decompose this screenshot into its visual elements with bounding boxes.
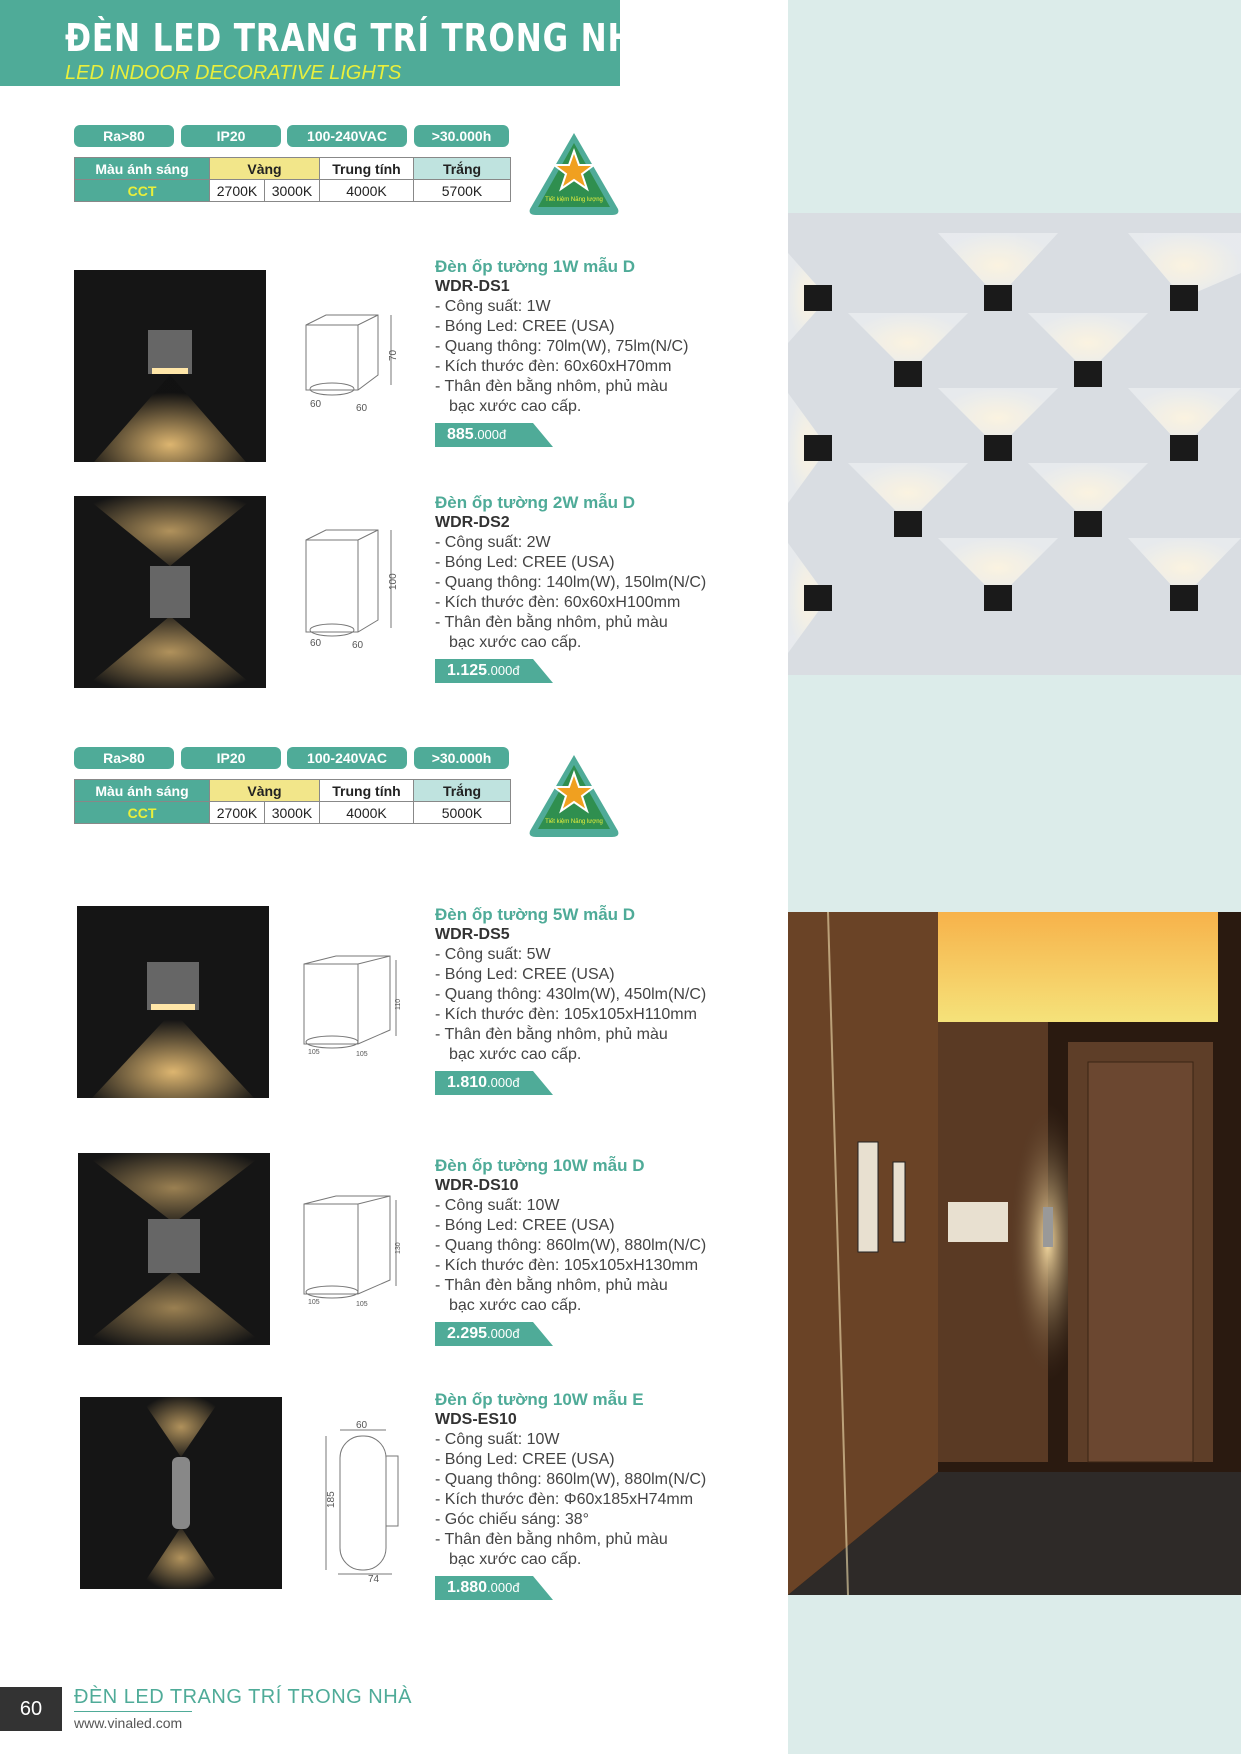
spec-line-cont: bạc xước cao cấp. (449, 1297, 582, 1314)
cct-value: 2700K (210, 180, 265, 202)
badge-text: Tiết kiệm Năng lượng (545, 197, 603, 203)
footer-title: ĐÈN LED TRANG TRÍ TRONG NHÀ (74, 1686, 412, 1708)
dimension-depth: 60 (356, 403, 368, 414)
technical-drawing-wdr-ds10 (296, 1190, 406, 1310)
cct-neutral-header: Trung tính (320, 780, 414, 802)
wall-lights-scene-photo (788, 213, 1241, 675)
spec-line: - Công suất: 10W (435, 1431, 560, 1448)
page-number: 60 (0, 1687, 62, 1731)
cct-table (74, 157, 511, 202)
dimension-width: 60 (310, 638, 322, 649)
energy-saving-badge-icon (524, 751, 624, 841)
dimension-height: 130 (395, 1242, 402, 1254)
page-subtitle: LED INDOOR DECORATIVE LIGHTS (65, 62, 402, 84)
spec-line: - Góc chiếu sáng: 38° (435, 1511, 590, 1528)
spec-line: - Quang thông: 430lm(W), 450lm(N/C) (435, 986, 707, 1003)
product-name: Đèn ốp tường 10W mẫu E (435, 1390, 644, 1409)
cct-label: Màu ánh sáng (75, 158, 210, 180)
dimension-depth: 105 (356, 1051, 368, 1058)
dimension-height: 70 (388, 349, 399, 361)
spec-line: - Kích thước đèn: 105x105xH110mm (435, 1006, 697, 1023)
cct-value: 5000K (414, 802, 511, 824)
spec-line: - Thân đèn bằng nhôm, phủ màu (435, 1277, 668, 1294)
spec-line: - Kích thước đèn: Φ60x185xH74mm (435, 1491, 694, 1508)
product-photo-wdr-ds2 (74, 496, 266, 688)
product-photo-wdr-ds5 (77, 906, 269, 1098)
spec-line: - Quang thông: 860lm(W), 880lm(N/C) (435, 1237, 707, 1254)
product-name: Đèn ốp tường 5W mẫu D (435, 905, 636, 924)
price-tag (435, 423, 555, 447)
spec-line: - Thân đèn bằng nhôm, phủ màu (435, 1026, 668, 1043)
product-photo-wdr-ds10 (78, 1153, 270, 1345)
footer-divider (74, 1711, 192, 1712)
technical-drawing-wdr-ds2 (296, 520, 406, 650)
footer-url: www.vinaled.com (74, 1715, 183, 1731)
cct-table (74, 779, 511, 824)
spec-line: - Quang thông: 140lm(W), 150lm(N/C) (435, 574, 707, 591)
spec-line: - Công suất: 2W (435, 534, 551, 551)
product-name: Đèn ốp tường 10W mẫu D (435, 1156, 645, 1175)
price-unit: .000đ (487, 1326, 520, 1341)
spec-line-cont: bạc xước cao cấp. (449, 634, 582, 651)
spec-line: - Công suất: 1W (435, 298, 551, 315)
spec-pill-life: >30.000h (414, 125, 509, 147)
cct-value: 3000K (265, 180, 320, 202)
dimension-depth: 105 (356, 1301, 368, 1308)
price-value: 2.295 (447, 1325, 488, 1342)
spec-line: - Kích thước đèn: 60x60xH100mm (435, 594, 681, 611)
product-photo-wds-es10 (80, 1397, 282, 1589)
product-code: WDR-DS2 (435, 514, 510, 531)
dimension-width: 105 (308, 1299, 320, 1306)
product-info-wdr-ds1 (435, 257, 765, 447)
spec-block-1 (74, 125, 603, 215)
price-unit: .000đ (487, 1075, 520, 1090)
cct-white-header: Trắng (414, 780, 511, 802)
price-value: 1.125 (447, 662, 488, 679)
spec-pill-ra: Ra>80 (74, 125, 174, 147)
price-unit: .000đ (473, 427, 507, 442)
price-tag (435, 1322, 555, 1346)
price-unit: .000đ (487, 663, 520, 678)
page-header (0, 0, 660, 86)
cct-warm-header: Vàng (210, 158, 320, 180)
product-info-wdr-ds10 (435, 1156, 765, 1346)
product-photo-wdr-ds1 (74, 270, 266, 462)
cct-value: 5700K (414, 180, 511, 202)
price-value: 1.880 (447, 1579, 488, 1596)
dimension-height: 100 (388, 573, 399, 590)
spec-line-cont: bạc xước cao cấp. (449, 1046, 582, 1063)
product-info-wdr-ds5 (435, 905, 765, 1095)
cct-white-header: Trắng (414, 158, 511, 180)
product-code: WDR-DS5 (435, 926, 510, 943)
spec-line: - Thân đèn bằng nhôm, phủ màu (435, 378, 668, 395)
product-name: Đèn ốp tường 2W mẫu D (435, 493, 636, 512)
dimension-width: 105 (308, 1049, 320, 1056)
technical-drawing-wdr-ds1 (296, 305, 406, 415)
dimension-width: 60 (310, 399, 322, 410)
product-info-wds-es10 (435, 1390, 765, 1600)
price-tag (435, 659, 555, 683)
spec-line-cont: bạc xước cao cấp. (449, 1551, 582, 1568)
product-code: WDS-ES10 (435, 1411, 517, 1428)
cct-label: Màu ánh sáng (75, 780, 210, 802)
cct-value: 2700K (210, 802, 265, 824)
spec-line: - Thân đèn bằng nhôm, phủ màu (435, 614, 668, 631)
spec-line: - Bóng Led: CREE (USA) (435, 1217, 615, 1234)
technical-drawing-wds-es10 (316, 1416, 406, 1582)
spec-line: - Bóng Led: CREE (USA) (435, 966, 615, 983)
dimension-length: 185 (326, 1491, 337, 1508)
spec-line: - Bóng Led: CREE (USA) (435, 554, 615, 571)
cct-row-label: CCT (75, 180, 210, 202)
product-info-wdr-ds2 (435, 493, 765, 683)
spec-line-cont: bạc xước cao cấp. (449, 398, 582, 415)
spec-line: - Quang thông: 860lm(W), 880lm(N/C) (435, 1471, 707, 1488)
cct-value: 3000K (265, 802, 320, 824)
cct-value: 4000K (320, 802, 414, 824)
price-tag (435, 1576, 555, 1600)
spec-line: - Bóng Led: CREE (USA) (435, 318, 615, 335)
dimension-diameter: 60 (356, 1420, 368, 1431)
spec-line: - Thân đèn bằng nhôm, phủ màu (435, 1531, 668, 1548)
spec-line: - Công suất: 5W (435, 946, 551, 963)
corridor-scene-photo (788, 912, 1241, 1595)
page-title: ĐÈN LED TRANG TRÍ TRONG NHÀ (65, 16, 660, 60)
spec-line: - Bóng Led: CREE (USA) (435, 1451, 615, 1468)
price-value: 885 (447, 426, 474, 443)
spec-pill-ip: IP20 (181, 747, 281, 769)
cct-row-label: CCT (75, 802, 210, 824)
spec-pill-voltage: 100-240VAC (287, 125, 407, 147)
product-code: WDR-DS10 (435, 1177, 519, 1194)
price-unit: .000đ (487, 1580, 520, 1595)
spec-pill-ip: IP20 (181, 125, 281, 147)
spec-line: - Quang thông: 70lm(W), 75lm(N/C) (435, 338, 689, 355)
dimension-depth: 74 (368, 1574, 380, 1582)
dimension-depth: 60 (352, 640, 364, 650)
spec-line: - Kích thước đèn: 60x60xH70mm (435, 358, 672, 375)
energy-saving-badge-icon (524, 129, 624, 219)
product-code: WDR-DS1 (435, 278, 510, 295)
spec-pill-ra: Ra>80 (74, 747, 174, 769)
cct-neutral-header: Trung tính (320, 158, 414, 180)
cct-value: 4000K (320, 180, 414, 202)
spec-line: - Công suất: 10W (435, 1197, 560, 1214)
product-name: Đèn ốp tường 1W mẫu D (435, 257, 636, 276)
spec-pill-voltage: 100-240VAC (287, 747, 407, 769)
cct-warm-header: Vàng (210, 780, 320, 802)
spec-line: - Kích thước đèn: 105x105xH130mm (435, 1257, 699, 1274)
price-value: 1.810 (447, 1074, 488, 1091)
spec-block-2 (74, 747, 603, 837)
dimension-height: 110 (395, 998, 402, 1010)
badge-text: Tiết kiệm Năng lượng (545, 819, 603, 825)
spec-pill-life: >30.000h (414, 747, 509, 769)
technical-drawing-wdr-ds5 (296, 950, 406, 1060)
price-tag (435, 1071, 555, 1095)
